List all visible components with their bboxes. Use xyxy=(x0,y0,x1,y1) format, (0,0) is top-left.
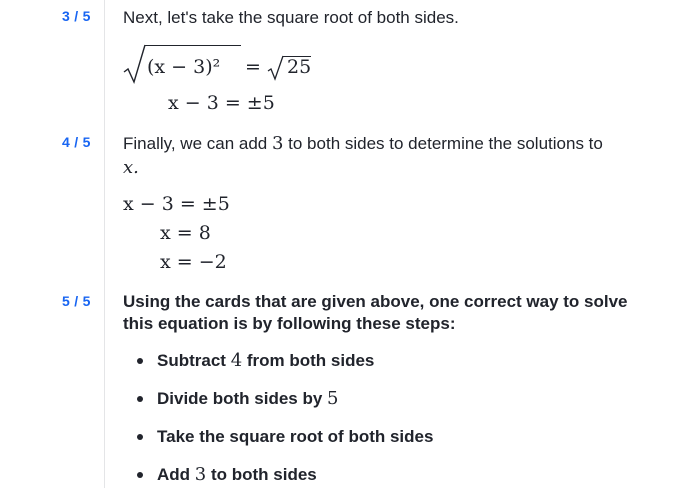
equals-sign: = xyxy=(245,56,261,78)
step-4-text-part-1: Finally, we can add xyxy=(123,134,272,153)
radical-overline xyxy=(145,45,241,46)
radicand-left: (x − 3)² xyxy=(147,56,221,78)
bullet-dot-icon xyxy=(137,396,143,402)
step-4-variable: x. xyxy=(123,157,139,178)
bullet-dot-icon xyxy=(137,358,143,364)
bullet-dot-icon xyxy=(137,472,143,478)
steps-bullet-list xyxy=(135,349,433,488)
step-5-text: Using the cards that are given above, one correct way to solve this equation is by following these steps: xyxy=(123,292,628,333)
step-number-3: 3 / 5 xyxy=(62,8,91,24)
bullet-item: Divide both sides by 5 xyxy=(135,387,433,425)
steps-timeline-line xyxy=(104,0,105,488)
step-4-text-part-2: to both sides to determine the solutions to xyxy=(283,134,603,153)
step-4-inline-number: 3 xyxy=(271,133,284,154)
step-4-equation-line-1: x − 3 = ±5 xyxy=(123,193,230,215)
step-number-4: 4 / 5 xyxy=(62,134,91,150)
step-4-text xyxy=(123,133,643,155)
step-4-equation-line-2: x = 8 xyxy=(160,222,211,244)
bullet-item: Take the square root of both sides xyxy=(135,425,433,463)
bullet-item: Subtract 4 from both sides xyxy=(135,349,433,387)
step-3-equation-line-1 xyxy=(123,42,323,86)
step-number-5: 5 / 5 xyxy=(62,293,91,309)
step-3-text: Next, let's take the square root of both sides. xyxy=(123,8,459,27)
step-3-equation-line-2: x − 3 = ±5 xyxy=(168,92,275,114)
bullet-item: Add 3 to both sides xyxy=(135,463,433,488)
bullet-dot-icon xyxy=(137,434,143,440)
radicand-right: 25 xyxy=(287,56,312,78)
step-4-equation-line-3: x = −2 xyxy=(160,251,227,273)
radical-sign-icon xyxy=(123,42,147,86)
radical-sign-small-icon xyxy=(267,54,285,84)
